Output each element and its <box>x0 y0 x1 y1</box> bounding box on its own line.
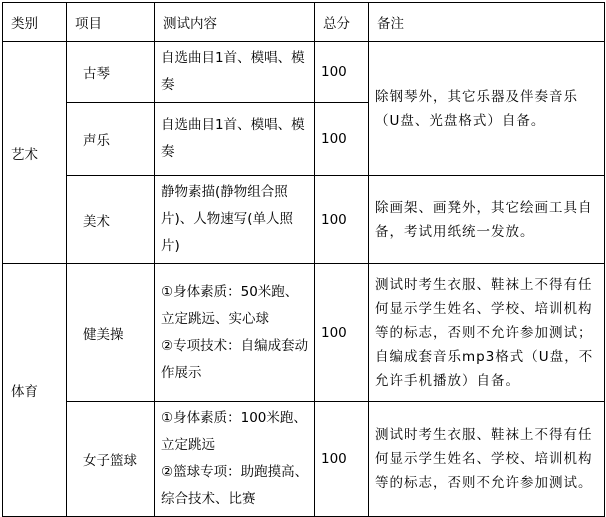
header-note: 备注 <box>369 3 605 42</box>
item-jianmei: 健美操 <box>67 264 155 402</box>
header-content: 测试内容 <box>155 3 315 42</box>
table-row-jianmei <box>3 264 605 402</box>
category-art: 艺术 <box>3 42 67 264</box>
header-category: 类别 <box>3 3 67 42</box>
note-meishu: 除画架、画凳外，其它绘画工具自备，考试用纸统一发放。 <box>369 176 605 264</box>
score-shengyue: 100 <box>315 103 369 176</box>
content-guqin: 自选曲目1首、模唱、模奏 <box>155 42 315 103</box>
content-lanqiu-line-2: ②篮球专项：助跑摸高、综合技术、比赛 <box>161 464 309 507</box>
content-jianmei-line-2: ②专项技术：自编成套动作展示 <box>161 337 309 381</box>
header-row <box>3 3 605 42</box>
content-jianmei <box>155 264 315 402</box>
exam-table <box>2 2 605 517</box>
content-meishu: 静物素描(静物组合照片)、人物速写(单人照片) <box>155 176 315 264</box>
note-jianmei: 测试时考生衣服、鞋袜上不得有任何显示学生姓名、学校、培训机构等的标志，否则不允许参加测试；自编成套音乐mp3格式（U盘，不允许手机播放）自备。 <box>369 264 605 402</box>
note-lanqiu: 测试时考生衣服、鞋袜上不得有任何显示学生姓名、学校、培训机构等的标志，否则不允许参加测试。 <box>369 402 605 517</box>
item-shengyue: 声乐 <box>67 103 155 176</box>
score-jianmei: 100 <box>315 264 369 402</box>
content-lanqiu <box>155 402 315 517</box>
table-row-lanqiu <box>3 402 605 517</box>
header-item: 项目 <box>67 3 155 42</box>
header-score: 总分 <box>315 3 369 42</box>
item-meishu: 美术 <box>67 176 155 264</box>
content-lanqiu-line-1: ①身体素质：100米跑、立定跳远 <box>161 410 307 453</box>
content-shengyue: 自选曲目1首、模唱、模奏 <box>155 103 315 176</box>
table-row-meishu <box>3 176 605 264</box>
score-meishu: 100 <box>315 176 369 264</box>
score-lanqiu: 100 <box>315 402 369 517</box>
item-guqin: 古琴 <box>67 42 155 103</box>
score-guqin: 100 <box>315 42 369 103</box>
table-row-guqin <box>3 42 605 103</box>
category-pe: 体育 <box>3 264 67 517</box>
item-lanqiu: 女子篮球 <box>67 402 155 517</box>
note-music: 除钢琴外，其它乐器及伴奏音乐（U盘、光盘格式）自备。 <box>369 42 605 176</box>
content-jianmei-line-1: ①身体素质：50米跑、立定跳远、实心球 <box>161 283 299 327</box>
